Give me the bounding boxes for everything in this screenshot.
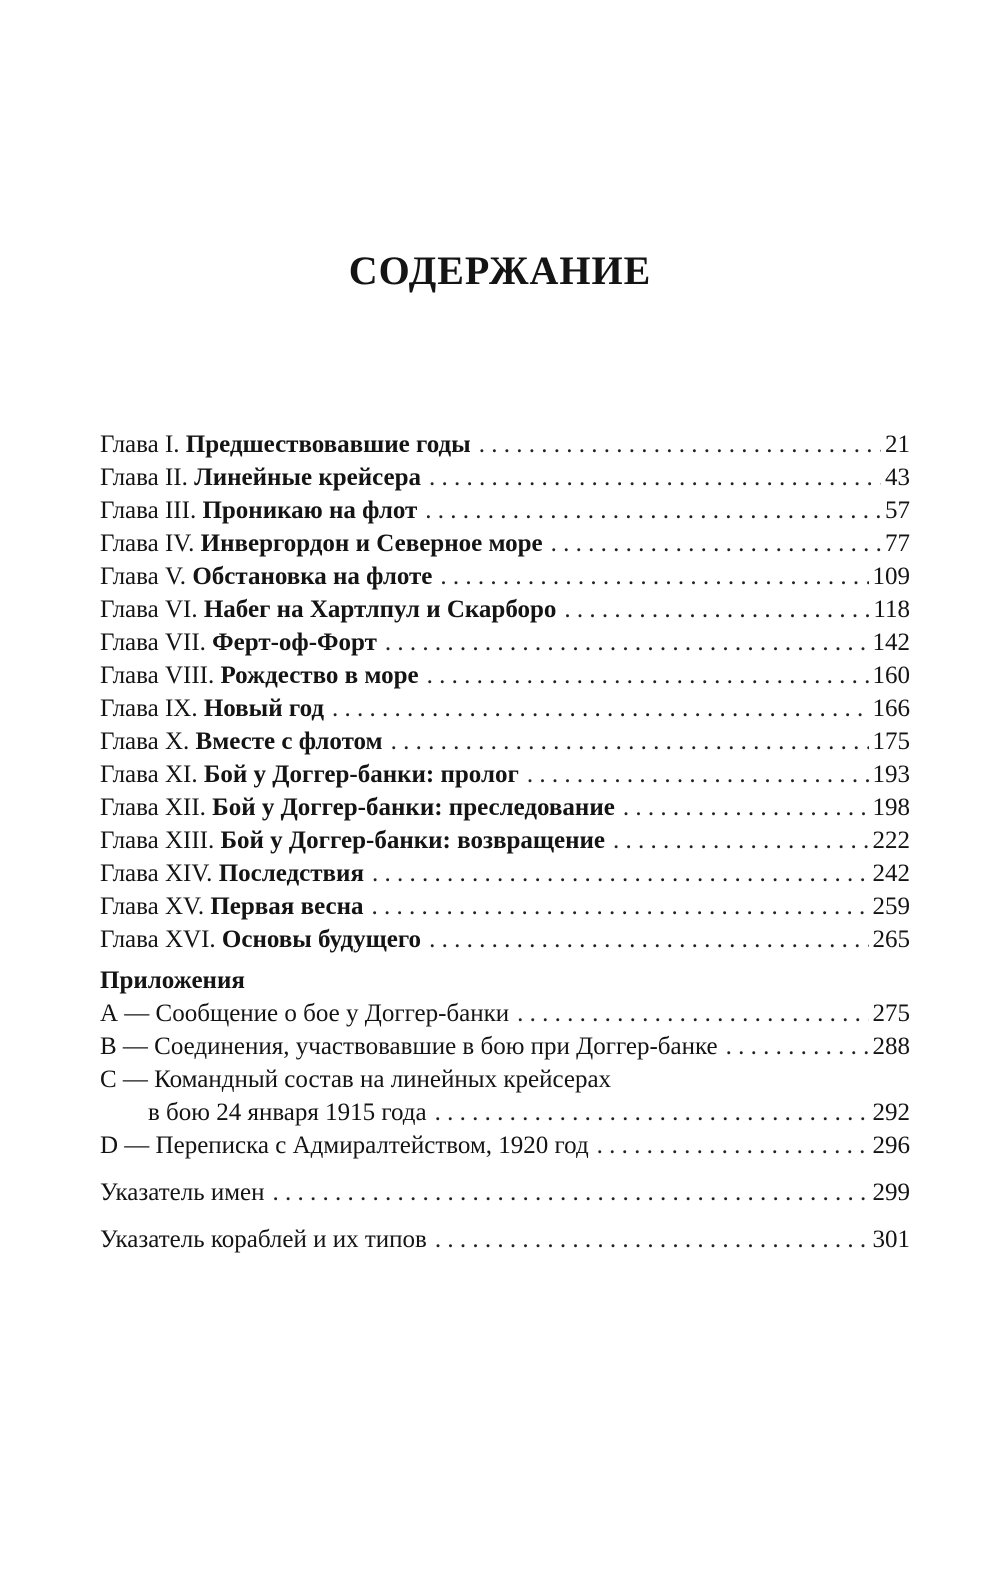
chapter-title: Набег на Хартлпул и Скарборо <box>203 596 557 623</box>
page-number: 288 <box>872 1033 910 1060</box>
chapter-number: Глава IX. <box>100 695 198 722</box>
chapter-number: Глава VI. <box>100 596 198 623</box>
chapter-title: Рождество в море <box>220 662 419 689</box>
chapter-number: Глава IV. <box>100 530 195 557</box>
page-title: СОДЕРЖАНИЕ <box>348 248 652 293</box>
dot-leader <box>597 1129 869 1162</box>
chapter-number: Глава VIII. <box>100 662 215 689</box>
dot-leader <box>429 461 881 494</box>
chapter-number: Глава III. <box>100 497 197 524</box>
appendix-title: А — Сообщение о бое у Доггер-банки <box>100 1000 510 1027</box>
chapter-title: Бой у Доггер-банки: пролог <box>203 761 519 788</box>
chapter-row <box>100 923 910 956</box>
dot-leader <box>479 428 881 461</box>
chapter-row <box>100 560 910 593</box>
page-number: 275 <box>872 1000 910 1027</box>
dot-leader <box>517 997 868 1030</box>
chapter-row <box>100 758 910 791</box>
appendices-heading: Приложения <box>100 967 245 994</box>
dot-leader <box>273 1176 869 1209</box>
index-title: Указатель имен <box>100 1179 265 1206</box>
chapter-number: Глава XII. <box>100 794 206 821</box>
page-number: 160 <box>872 662 910 689</box>
page-number: 166 <box>872 695 910 722</box>
chapter-row <box>100 461 910 494</box>
page-number: 259 <box>872 893 910 920</box>
dot-leader <box>391 725 869 758</box>
table-of-contents <box>100 428 910 1256</box>
chapter-title: Линейные крейсера <box>194 464 422 491</box>
appendix-row <box>100 1129 910 1162</box>
chapter-title: Ферт-оф-Форт <box>212 629 377 656</box>
appendix-row-line1 <box>100 1063 910 1096</box>
page-number: 43 <box>885 464 910 491</box>
chapter-number: Глава V. <box>100 563 187 590</box>
dot-leader <box>332 692 868 725</box>
chapter-title: Первая весна <box>210 893 364 920</box>
dot-leader <box>551 527 881 560</box>
appendix-row-line2 <box>100 1096 910 1129</box>
page-number: 292 <box>872 1099 910 1126</box>
chapter-title: Бой у Доггер-банки: преследование <box>212 794 615 821</box>
page-number: 57 <box>885 497 910 524</box>
index-row <box>100 1176 910 1209</box>
chapter-row <box>100 527 910 560</box>
dot-leader <box>427 659 869 692</box>
dot-leader <box>371 890 868 923</box>
page-number: 77 <box>885 530 910 557</box>
chapter-title: Обстановка на флоте <box>192 563 433 590</box>
chapter-title: Проникаю на флот <box>202 497 418 524</box>
chapter-number: Глава X. <box>100 728 190 755</box>
dot-leader <box>527 758 869 791</box>
appendix-title: С — Командный состав на линейных крейсерах <box>100 1066 612 1093</box>
dot-leader <box>372 857 869 890</box>
page-number: 109 <box>872 563 910 590</box>
page-number: 21 <box>885 431 910 458</box>
page-number: 222 <box>872 827 910 854</box>
chapter-row <box>100 692 910 725</box>
chapter-row <box>100 626 910 659</box>
page-number: 193 <box>872 761 910 788</box>
page-number: 242 <box>872 860 910 887</box>
appendix-title-continued: в бою 24 января 1915 года <box>148 1099 427 1126</box>
page-number: 301 <box>872 1226 910 1253</box>
chapter-title: Вместе с флотом <box>195 728 383 755</box>
chapter-number: Глава XI. <box>100 761 198 788</box>
chapter-row <box>100 659 910 692</box>
appendix-title: В — Соединения, участвовавшие в бою при Доггер-банке <box>100 1033 718 1060</box>
chapter-number: Глава II. <box>100 464 188 491</box>
index-title: Указатель кораблей и их типов <box>100 1226 427 1253</box>
page-number: 296 <box>872 1132 910 1159</box>
chapter-number: Глава XVI. <box>100 926 216 953</box>
dot-leader <box>726 1030 869 1063</box>
chapter-title: Инвергордон и Северное море <box>200 530 543 557</box>
dot-leader <box>385 626 869 659</box>
chapter-number: Глава XV. <box>100 893 205 920</box>
dot-leader <box>435 1096 869 1129</box>
chapter-number: Глава I. <box>100 431 180 458</box>
index-row <box>100 1223 910 1256</box>
appendix-title: D — Переписка с Адмиралтейством, 1920 год <box>100 1132 589 1159</box>
page-number: 265 <box>872 926 910 953</box>
chapter-row <box>100 428 910 461</box>
page-number: 299 <box>872 1179 910 1206</box>
chapter-title: Новый год <box>203 695 325 722</box>
dot-leader <box>429 923 868 956</box>
chapter-title: Бой у Доггер-банки: возвращение <box>220 827 606 854</box>
chapter-row <box>100 593 910 626</box>
chapter-title: Основы будущего <box>221 926 422 953</box>
dot-leader <box>564 593 869 626</box>
chapter-number: Глава XIII. <box>100 827 215 854</box>
page-number: 118 <box>873 596 910 623</box>
chapter-row <box>100 725 910 758</box>
chapter-title: Последствия <box>218 860 364 887</box>
chapter-row <box>100 857 910 890</box>
appendix-row <box>100 997 910 1030</box>
dot-leader <box>623 791 869 824</box>
chapter-row <box>100 890 910 923</box>
chapter-title: Предшествовавшие годы <box>185 431 471 458</box>
page-number: 142 <box>872 629 910 656</box>
page-number: 198 <box>872 794 910 821</box>
dot-leader <box>435 1223 869 1256</box>
dot-leader <box>613 824 868 857</box>
chapter-row <box>100 791 910 824</box>
page-number: 175 <box>872 728 910 755</box>
dot-leader <box>440 560 868 593</box>
chapter-row <box>100 824 910 857</box>
dot-leader <box>425 494 881 527</box>
appendix-row <box>100 1030 910 1063</box>
chapter-number: Глава XIV. <box>100 860 213 887</box>
chapter-number: Глава VII. <box>100 629 206 656</box>
chapter-row <box>100 494 910 527</box>
